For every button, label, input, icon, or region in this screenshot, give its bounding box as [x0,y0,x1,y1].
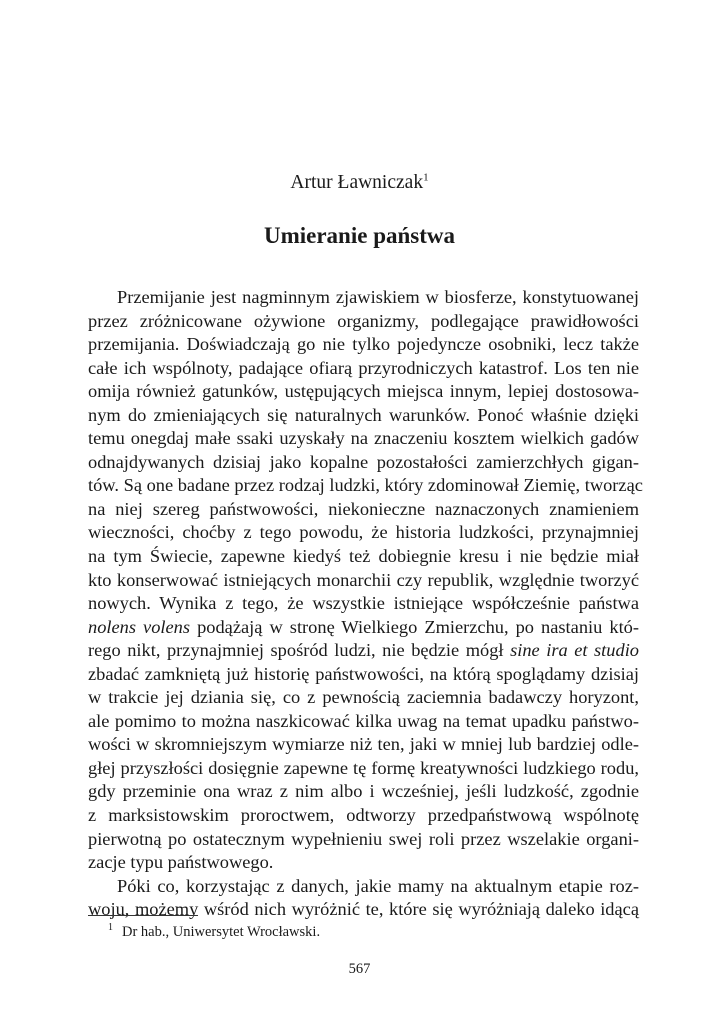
body-line-segment: podążają w stronę Wielkiego Zmierzchu, po nastaniu któ- [190,616,639,637]
body-line: nowych. Wynika z tego, że wszystkie istniejące współcześnie państwa [88,593,639,614]
footnote-separator [88,915,198,916]
body-line: tów. Są one badane przez rodzaj ludzki, który zdominował Ziemię, tworząc [88,475,643,496]
body-line-segment: rego nikt, przynajmniej spośród ludzi, nie będzie mógł [88,640,511,661]
body-line: głej przyszłości dosięgnie zapewne tę formę kreatywności ludzkiego rodu, [88,757,639,778]
body-line: z marksistowskim proroctwem, odtworzy przedpaństwową wspólnotę [88,805,639,826]
body-line: odnajdywanych dzisiaj jako kopalne pozostałości zamierzchłych gigan- [88,451,639,472]
article-title: Umieranie państwa [263,223,456,248]
page-number: 567 [348,961,371,977]
latin-phrase: nolens volens [88,616,191,637]
body-line-with-italic [88,639,639,663]
body-line: gdy przeminie ona wraz z nim albo i wcześniej, jeśli ludzkość, zgodnie [88,781,639,802]
body-line: ale pomimo to można naszkicować kilka uwag na temat upadku państwo- [88,710,639,731]
article-body [88,286,643,922]
body-line: wieczności, choćby z tego powodu, że historia ludzkości, przynajmniej [88,522,639,543]
body-line: na tym Świecie, zapewne kiedyś też dobiegnie kresu i nie będzie miał [88,546,639,567]
author-footnote-marker: 1 [423,171,429,184]
body-line-with-italic [88,616,639,640]
author-text: Artur Ławniczak [290,172,424,193]
body-line: zacje typu państwowego. [88,852,274,873]
latin-phrase: sine ira et studio [510,640,639,661]
footnote [108,922,320,942]
author-name [0,171,719,195]
body-line: kto konserwować istniejących monarchii czy republik, względnie tworzyć [88,569,639,590]
body-line: na niej szereg państwowości, niekonieczne naznaczonych znamieniem [88,498,639,519]
body-line: przemijania. Doświadczają go nie tylko pojedyncze osobniki, lecz także [88,334,639,355]
footnote-marker: 1 [108,922,113,934]
footnote-text: Dr hab., Uniwersytet Wrocławski. [122,924,321,940]
body-line: Przemijanie jest nagminnym zjawiskiem w biosferze, konstytuowanej [117,287,639,307]
body-line: Póki co, korzystając z danych, jakie mamy na aktualnym etapie roz- [117,875,639,896]
body-line: temu onegdaj małe ssaki uzyskały na znaczeniu kosztem wielkich gadów [88,428,639,449]
body-line: nym do zmieniających się naturalnych warunków. Ponoć właśnie dzięki [88,404,639,425]
body-line: przez zróżnicowane ożywione organizmy, podlegające prawidłowości [88,310,639,331]
body-line: zbadać zamkniętą już historię państwowości, na którą spoglądamy dzisiaj [88,663,639,684]
body-line: pierwotną po ostatecznym wypełnieniu swej roli przez wszelakie organi- [88,828,639,849]
body-line: całe ich wspólnoty, padające ofiarą przyrodniczych katastrof. Los ten nie [88,357,639,378]
body-line: omija również gatunków, ustępujących miejsca innym, lepiej dostosowa- [88,381,639,402]
body-line: wości w skromniejszym wymiarze niż ten, jaki w mniej lub bardziej odle- [88,734,639,755]
body-line: w trakcie jej dziania się, co z pewnością zaciemnia badawczy horyzont, [88,687,639,708]
body-line: woju, możemy wśród nich wyróżnić te, które się wyróżniają daleko idącą [88,899,639,920]
